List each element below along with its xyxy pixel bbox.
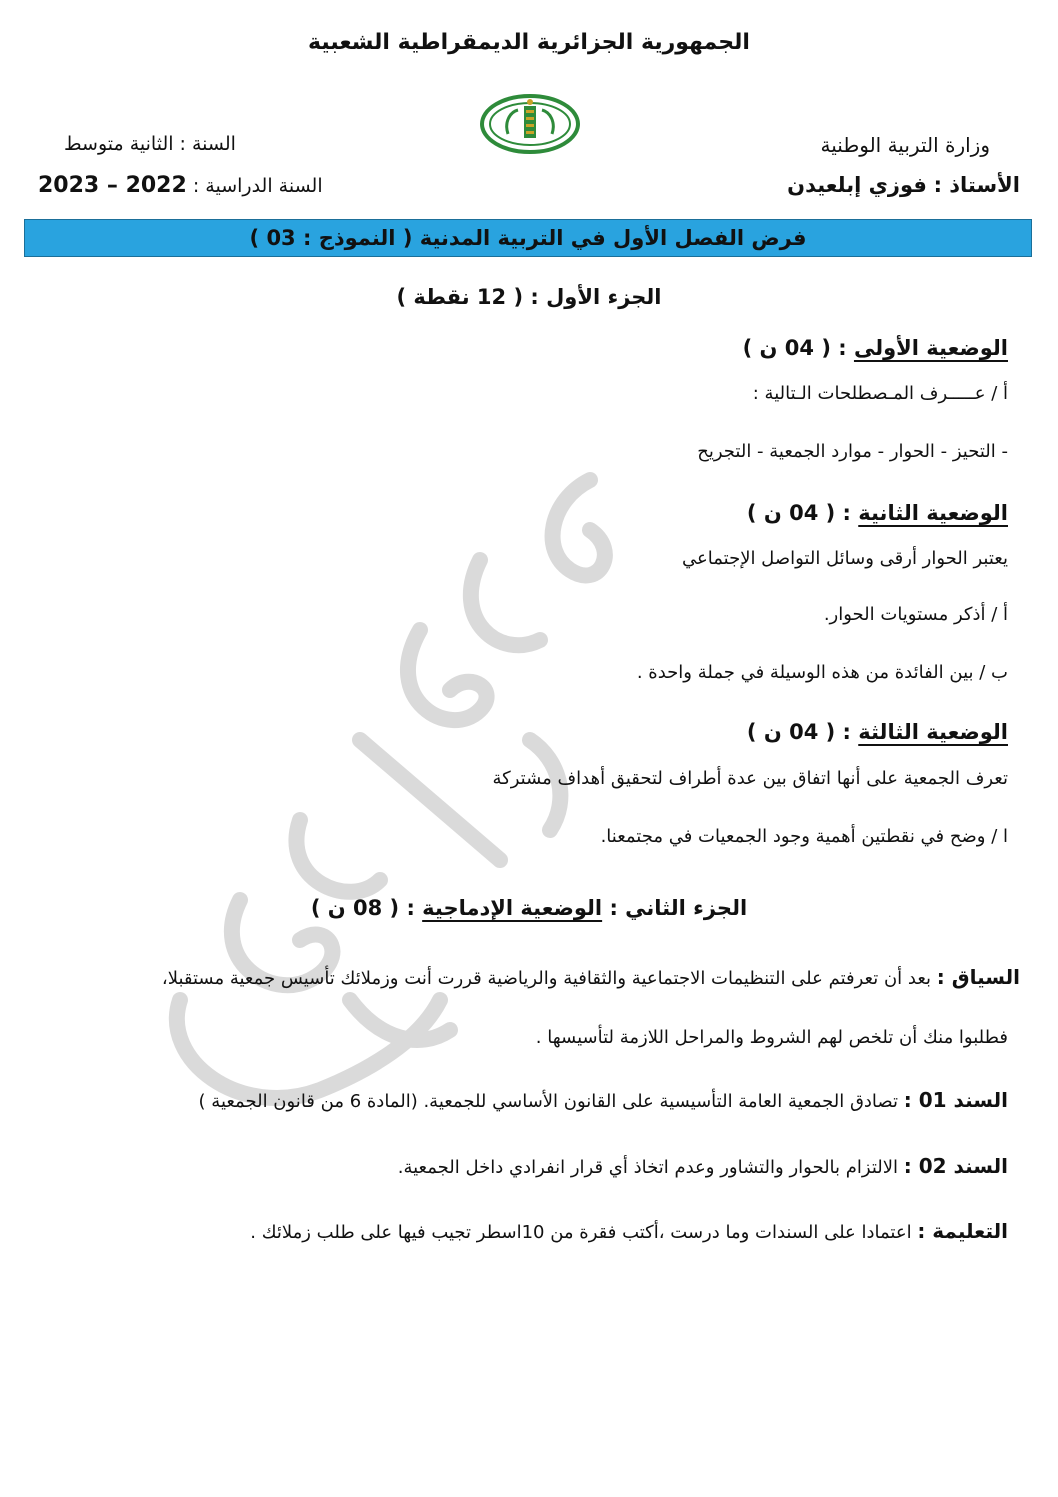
situation2-statement: يعتبر الحوار أرقى وسائل التواصل الإجتماعي xyxy=(682,548,1008,569)
situation2-question-a: أ / أذكر مستويات الحوار. xyxy=(823,604,1008,625)
situation3-title: الوضعية الثالثة xyxy=(858,720,1008,744)
doc1-label: السند 01 : xyxy=(903,1088,1008,1112)
ministry-label: وزارة التربية الوطنية xyxy=(820,133,990,157)
part1-title: الجزء الأول : ( 12 نقطة ) xyxy=(396,285,662,309)
doc1-text: تصادق الجمعية العامة التأسيسية على القانون الأساسي للجمعية. (المادة 6 من قانون الجمعية ) xyxy=(198,1091,899,1112)
situation3-question: ا / وضح في نقطتين أهمية وجود الجمعيات في مجتمعنا. xyxy=(600,826,1008,847)
part2-title xyxy=(0,896,1058,920)
part2-title-prefix: الجزء الثاني : xyxy=(609,896,748,920)
part2-title-suffix: : ( 08 ن ) xyxy=(310,896,415,920)
situation1-question: أ / عـــــرف المـصطلحات الـتالية : xyxy=(752,383,1008,404)
school-year-line xyxy=(38,173,323,198)
doc2-label: السند 02 : xyxy=(903,1154,1008,1178)
school-year-value: 2022 – 2023 xyxy=(38,173,187,198)
situation3-heading xyxy=(747,720,1008,744)
situation2-heading xyxy=(747,501,1008,525)
grade-label: السنة : الثانية متوسط xyxy=(64,133,236,155)
exam-title-bar: فرض الفصل الأول في التربية المدنية ( النموذج : 03 ) xyxy=(24,219,1032,257)
situation2-title: الوضعية الثانية xyxy=(858,501,1008,525)
part2-title-underlined: الوضعية الإدماجية xyxy=(422,896,603,920)
situation1-terms: - التحيز - الحوار - موارد الجمعية - التجريح xyxy=(697,441,1008,462)
republic-heading: الجمهورية الجزائرية الديمقراطية الشعبية xyxy=(308,30,750,55)
context-label: السياق : xyxy=(936,965,1020,989)
situation3-points: : ( 04 ن ) xyxy=(746,720,851,744)
instruction-label: التعليمة : xyxy=(917,1219,1008,1243)
doc2-text: الالتزام بالحوار والتشاور وعدم اتخاذ أي قرار انفرادي داخل الجمعية. xyxy=(397,1157,899,1178)
doc1-line xyxy=(199,1088,1008,1112)
context-line xyxy=(162,965,1020,989)
teacher-name: فوزي إبلعيدن xyxy=(787,173,927,197)
instruction-text: اعتمادا على السندات وما درست ،أكتب فقرة من 10اسطر تجيب فيها على طلب زملائك . xyxy=(250,1222,912,1243)
context-text-2: فطلبوا منك أن تلخص لهم الشروط والمراحل اللازمة لتأسيسها . xyxy=(535,1027,1008,1048)
teacher-label: الأستاذ : xyxy=(933,173,1020,197)
situation3-statement: تعرف الجمعية على أنها اتفاق بين عدة أطراف لتحقيق أهداف مشتركة xyxy=(492,768,1008,789)
school-year-label: السنة الدراسية : xyxy=(192,175,323,197)
instruction-line xyxy=(250,1219,1008,1243)
teacher-line xyxy=(787,173,1020,197)
watermark-signature xyxy=(120,440,680,1160)
situation2-question-b: ب / بين الفائدة من هذه الوسيلة في جملة واحدة . xyxy=(636,662,1008,683)
doc2-line xyxy=(398,1154,1008,1178)
situation1-points: : ( 04 ن ) xyxy=(742,336,847,360)
situation2-points: : ( 04 ن ) xyxy=(746,501,851,525)
situation1-title: الوضعية الأولى xyxy=(853,336,1008,360)
ministry-logo-icon xyxy=(478,92,582,156)
situation1-heading xyxy=(743,336,1008,360)
context-text: بعد أن تعرفتم على التنظيمات الاجتماعية والثقافية والرياضية قررت أنت وزملائك تأسيس جمعية مستقبلا، xyxy=(161,968,932,989)
